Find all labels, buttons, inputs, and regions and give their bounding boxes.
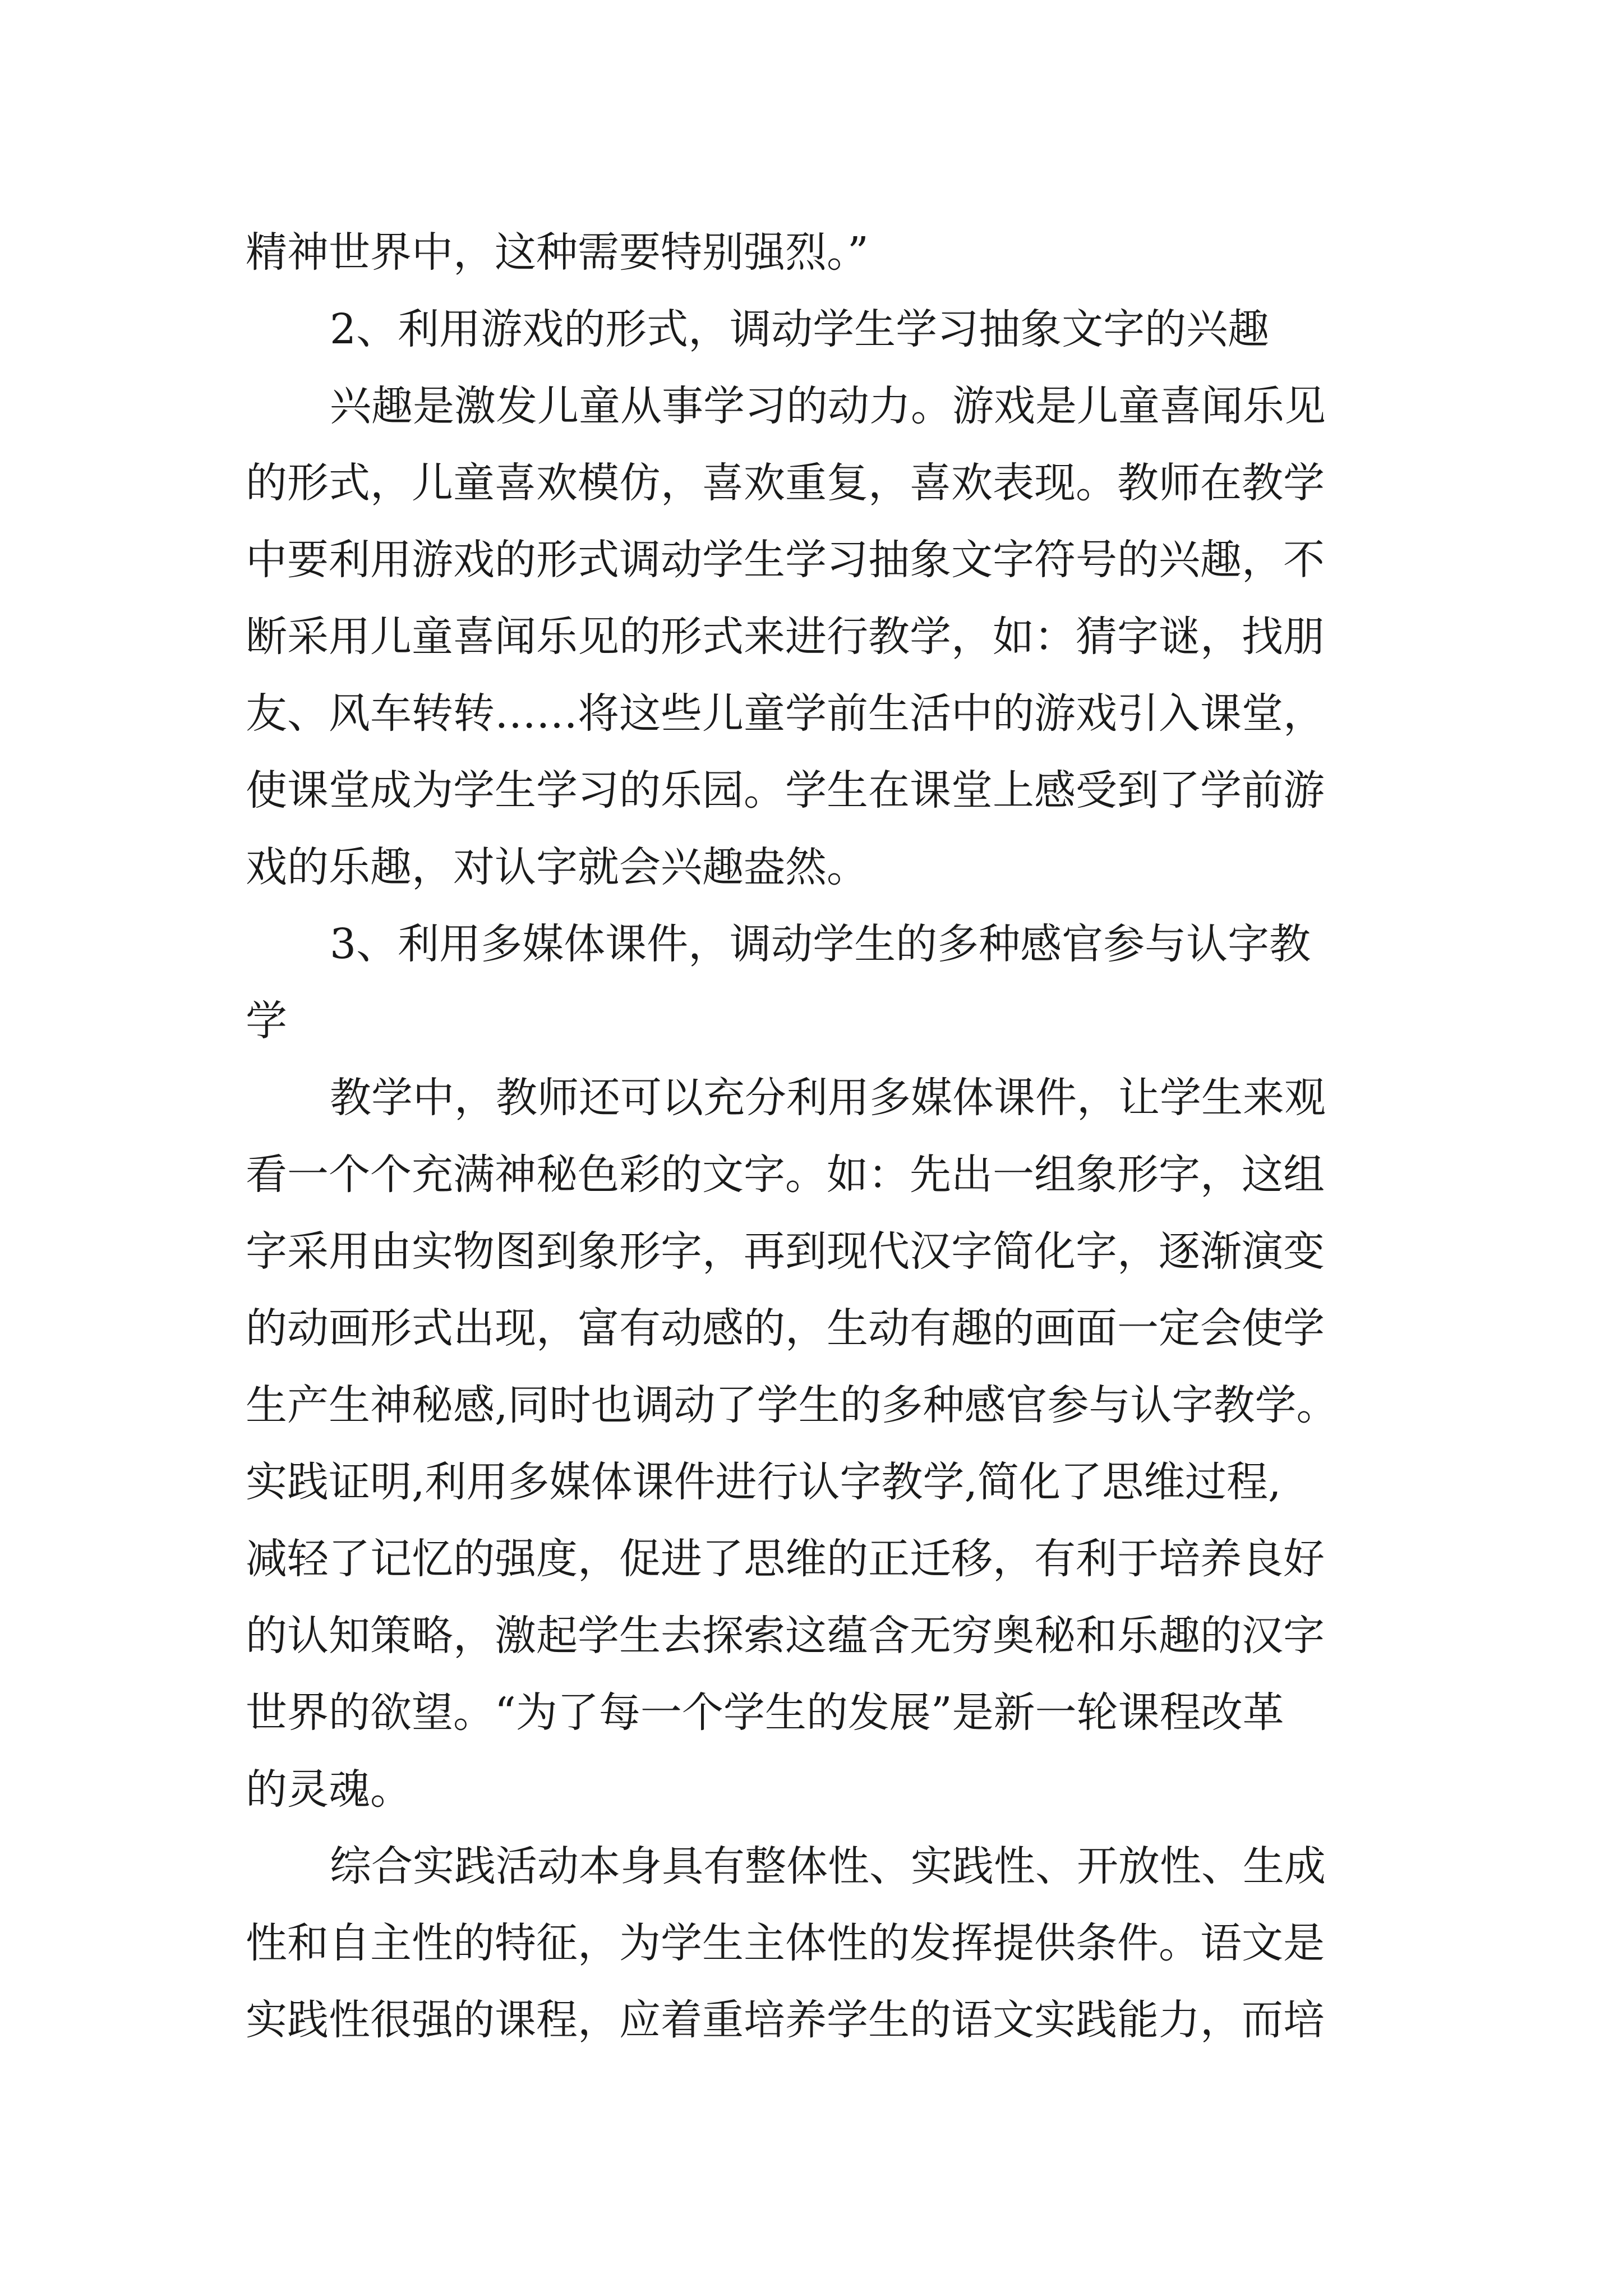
text-line: 戏的乐趣，对认字就会兴趣盎然。 xyxy=(246,843,868,891)
text-line: 的动画形式出现，富有动感的，生动有趣的画面一定会使学 xyxy=(246,1304,1325,1352)
text-line: 友、风车转转……将这些儿童学前生活中的游戏引入课堂， xyxy=(246,689,1325,738)
text-line: 断采用儿童喜闻乐见的形式来进行教学，如：猜字谜，找朋 xyxy=(246,613,1325,661)
text-line: 看一个个充满神秘色彩的文字。如：先出一组象形字，这组 xyxy=(246,1151,1325,1199)
text-line: 使课堂成为学生学习的乐园。学生在课堂上感受到了学前游 xyxy=(246,766,1325,815)
text-line: 实践证明,利用多媒体课件进行认字教学,简化了思维过程, xyxy=(246,1458,1281,1506)
text-line: 字采用由实物图到象形字，再到现代汉字简化字，逐渐演变 xyxy=(246,1227,1325,1276)
text-line: 教学中，教师还可以充分利用多媒体课件，让学生来观 xyxy=(330,1074,1326,1122)
text-line: 的形式，儿童喜欢模仿，喜欢重复，喜欢表现。教师在教学 xyxy=(246,459,1325,507)
text-line: 世界的欲望。“为了每一个学生的发展”是新一轮课程改革 xyxy=(246,1688,1284,1737)
text-line: 性和自主性的特征，为学生主体性的发挥提供条件。语文是 xyxy=(246,1919,1325,1967)
text-line: 兴趣是激发儿童从事学习的动力。游戏是儿童喜闻乐见 xyxy=(330,382,1326,430)
text-line: 综合实践活动本身具有整体性、实践性、开放性、生成 xyxy=(330,1842,1326,1890)
section-heading: 3、利用多媒体课件，调动学生的多种感官参与认字教 xyxy=(330,920,1311,968)
text-line: 减轻了记忆的强度，促进了思维的正迁移，有利于培养良好 xyxy=(246,1535,1325,1583)
section-heading-continued: 学 xyxy=(246,997,287,1045)
text-line: 的认知策略，激起学生去探索这蕴含无穷奥秘和乐趣的汉字 xyxy=(246,1612,1325,1660)
text-line: 生产生神秘感,同时也调动了学生的多种感官参与认字教学。 xyxy=(246,1381,1338,1429)
text-line: 中要利用游戏的形式调动学生学习抽象文字符号的兴趣，不 xyxy=(246,536,1325,584)
text-line: 的灵魂。 xyxy=(246,1765,412,1814)
section-heading: 2、利用游戏的形式，调动学生学习抽象文字的兴趣 xyxy=(330,305,1270,353)
text-line: 精神世界中，这种需要特别强烈。” xyxy=(246,228,869,277)
document-body xyxy=(246,214,1401,2059)
text-line: 实践性很强的课程，应着重培养学生的语文实践能力，而培 xyxy=(246,1996,1325,2044)
